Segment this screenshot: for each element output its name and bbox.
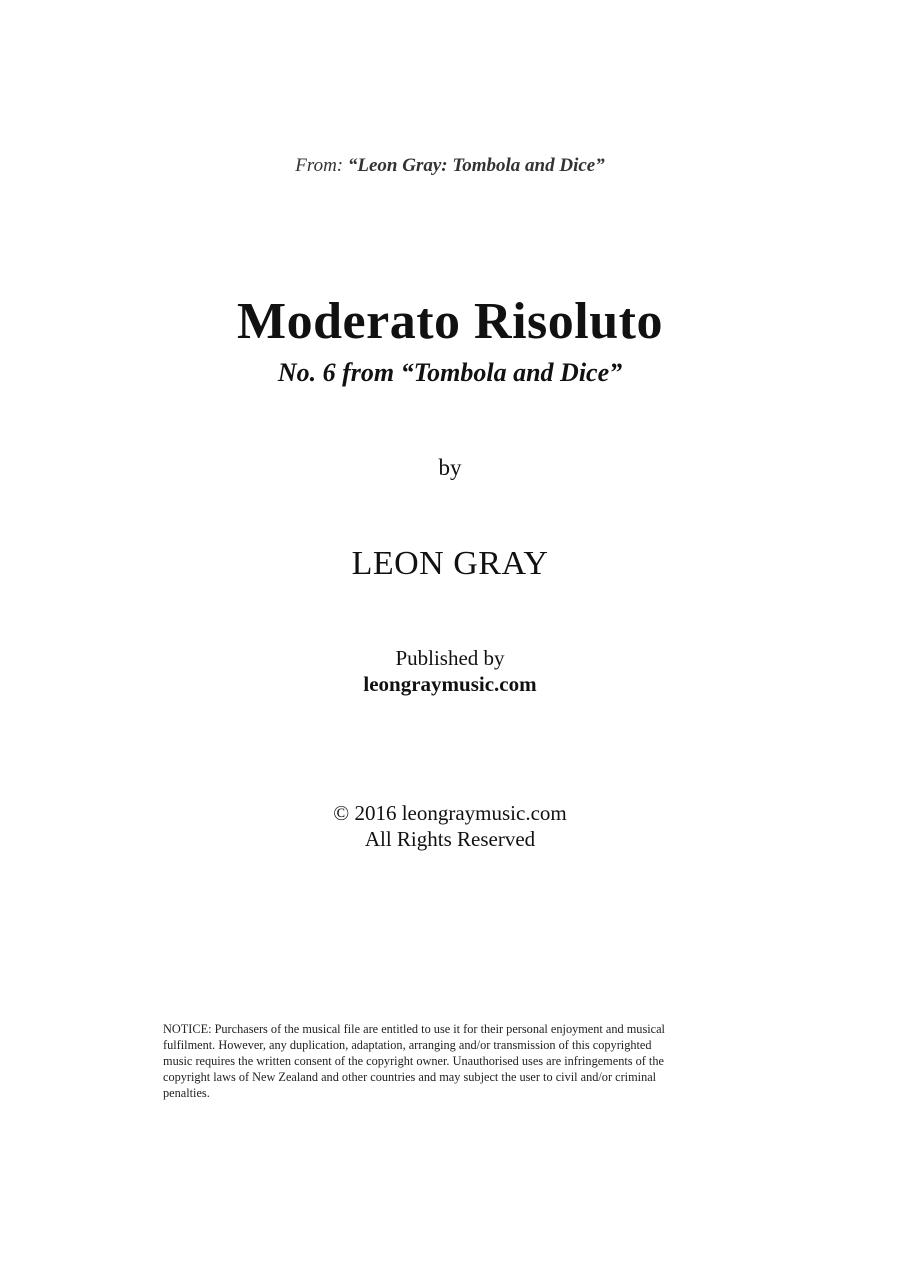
publisher-name: leongraymusic.com	[363, 672, 537, 696]
piece-subtitle: No. 6 from “Tombola and Dice”	[277, 358, 623, 387]
copyright-notice	[163, 1021, 785, 1101]
rights-reserved: All Rights Reserved	[364, 827, 536, 851]
source-collection-title: “Leon Gray: Tombola and Dice”	[347, 155, 605, 176]
published-by-label: Published by	[395, 646, 505, 670]
notice-line: penalties.	[163, 1086, 210, 1100]
notice-line: copyright laws of New Zealand and other countries and may subject the user to civil and/or criminal	[163, 1070, 657, 1084]
composer-name: LEON GRAY	[351, 545, 549, 582]
source-prefix: From:	[295, 155, 348, 176]
notice-line: fulfilment. However, any duplication, adaptation, arranging and/or transmission of this copyrighted	[163, 1038, 652, 1052]
by-label: by	[438, 455, 462, 480]
piece-title: Moderato Risoluto	[237, 293, 663, 350]
notice-line: NOTICE: Purchasers of the musical file are entitled to use it for their personal enjoyment and musical	[163, 1022, 665, 1036]
copyright-line: © 2016 leongraymusic.com	[333, 801, 567, 825]
notice-line: music requires the written consent of the copyright owner. Unauthorised uses are infringements of the	[163, 1054, 664, 1068]
source-collection-line	[0, 155, 900, 177]
